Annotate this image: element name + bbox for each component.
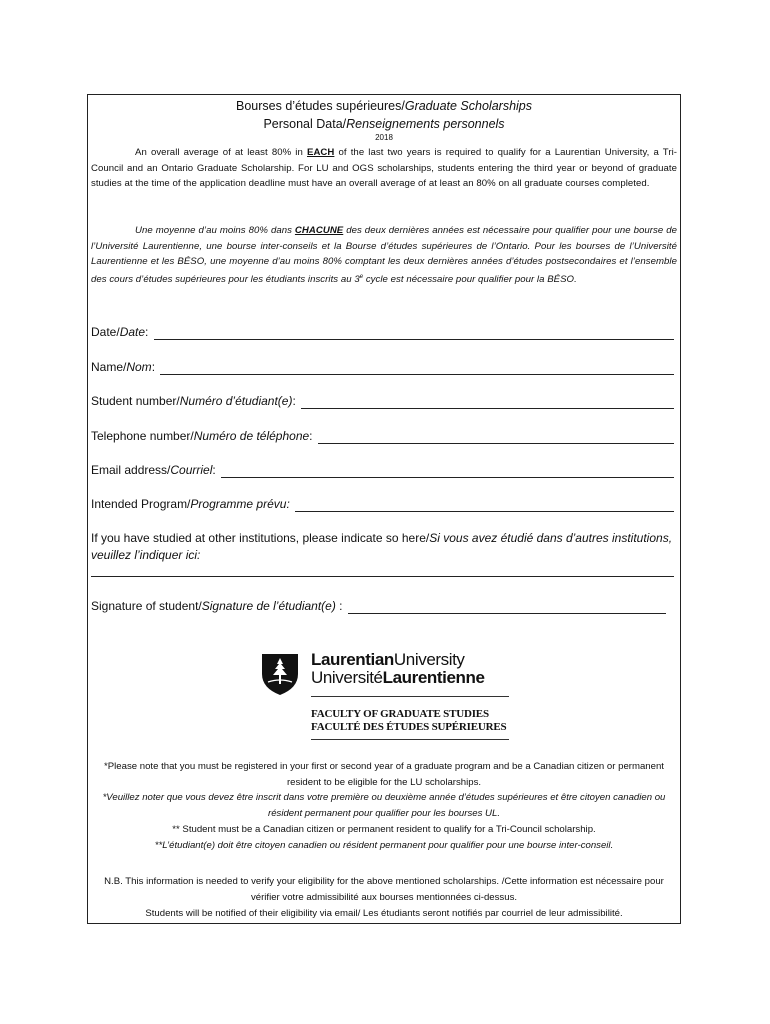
nb-notice [88, 874, 680, 922]
intro-fr-sup: e [359, 273, 364, 280]
logo-divider-bottom [311, 739, 509, 740]
email-label: Email address/Courriel: [91, 463, 220, 477]
nb-line-2: Students will be notified of their eligibility via email/ Les étudiants seront notifiés par courriel de leur admissibilité. [145, 908, 623, 919]
logo-text-en: LaurentianUniversity [311, 650, 465, 669]
logo-divider-top [311, 696, 509, 697]
intro-en-part2: of the last two years is required to qualify for a Laurentian University, a Tri-Council and an Ontario Graduate Scholarship. For LU and OGS scholarships, students entering the third year or beyond of graduate studies at the time of the application deadline must have an overall average of at least an 80% on all graduate courses completed. [91, 147, 677, 190]
logo-text-fr: UniversitéLaurentienne [311, 668, 485, 687]
intro-fr-part1: Une moyenne d’au moins 80% dans [135, 225, 295, 236]
program-field [91, 496, 674, 512]
telephone-label: Telephone number/Numéro de téléphone: [91, 429, 316, 443]
eligibility-notes [88, 759, 680, 853]
title-fr: Bourses d’études supérieures/ [235, 99, 405, 113]
signature-input-line[interactable] [348, 601, 666, 614]
telephone-input-line[interactable] [318, 431, 674, 444]
program-input-line[interactable] [295, 499, 674, 512]
date-input-line[interactable] [154, 327, 674, 340]
shield-tree-icon [260, 652, 300, 696]
intro-en-emphasis: EACH [307, 147, 335, 158]
form-title [88, 97, 680, 115]
note-2-en: ** Student must be a Canadian citizen or permanent resident to qualify for a Tri-Council scholarship. [172, 823, 596, 835]
institutions-prompt [91, 530, 674, 564]
note-1-fr: *Veuillez noter que vous devez être inscrit dans votre première ou deuxième année d’études supérieures et être citoyen canadien ou résident permanent pour qualifier pour les bourses UL. [102, 792, 666, 820]
program-label: Intended Program/Programme prévu: [91, 497, 290, 511]
form-frame [87, 94, 681, 924]
institutions-input-line[interactable] [91, 576, 674, 577]
student-number-input-line[interactable] [301, 396, 674, 409]
subtitle-en: Personal Data/ [263, 117, 347, 131]
signature-field [91, 598, 666, 614]
form-year: 2018 [375, 133, 393, 142]
note-1-en: *Please note that you must be registered in your first or second year of a graduate program and be a Canadian citizen or permanent resident to be eligible for the LU scholarships. [104, 761, 664, 788]
telephone-field [91, 428, 674, 444]
institutions-en: If you have studied at other institutions, please indicate so here/ [91, 531, 430, 545]
email-input-line[interactable] [221, 465, 674, 478]
signature-label: Signature of student/Signature de l’étudiant(e) : [91, 599, 346, 613]
student-number-label: Student number/Numéro d’étudiant(e): [91, 394, 300, 408]
faculty-name-en: FACULTY OF GRADUATE STUDIES [311, 708, 489, 720]
date-label: Date/Date: [91, 325, 152, 339]
university-logo [260, 650, 512, 742]
title-en: Graduate Scholarships [404, 99, 532, 113]
name-input-line[interactable] [160, 362, 674, 375]
intro-paragraph-en [91, 145, 677, 192]
note-2-fr: **L’étudiant(e) doit être citoyen canadien ou résident permanent pour qualifier pour une bourse inter-conseil. [154, 839, 614, 851]
email-field [91, 462, 674, 478]
nb-line-1: N.B. This information is needed to verify your eligibility for the above mentioned scholarships. /Cette information est nécessaire pour vérifier votre admissibilité aux bourses mentionnées ci-dessus. [104, 876, 664, 903]
intro-paragraph-fr [91, 223, 677, 288]
student-number-field [91, 393, 674, 409]
form-subtitle [88, 115, 680, 133]
subtitle-fr: Renseignements personnels [346, 117, 505, 131]
intro-en-part1: An overall average of at least 80% in [135, 147, 307, 158]
date-field [91, 324, 674, 340]
institutions-fr: Si vous avez étudié dans d’autres institutions, veuillez l’indiquer ici: [91, 531, 673, 562]
name-label: Name/Nom: [91, 360, 159, 374]
name-field [91, 359, 674, 375]
intro-fr-part3: cycle est nécessaire pour qualifier pour la BÉSO. [363, 273, 577, 285]
faculty-name-fr: FACULTÉ DES ÉTUDES SUPÉRIEURES [311, 721, 507, 733]
intro-fr-emphasis: CHACUNE [294, 225, 344, 236]
intro-fr-part2: des deux dernières années est nécessaire pour qualifier pour une bourse de l’Université Laurentienne, une bourse inter-conseils et la Bourse d’études supérieures de l’Ontario. Pour les bourses de l’Université Laurentienne et les BÉSO, une moyenne d’au moins 80% comptant les deux dernières années d’études postsecondaires et l’ensemble des cours d’études supérieures pour les étudiants inscrits au 3 [91, 225, 677, 285]
